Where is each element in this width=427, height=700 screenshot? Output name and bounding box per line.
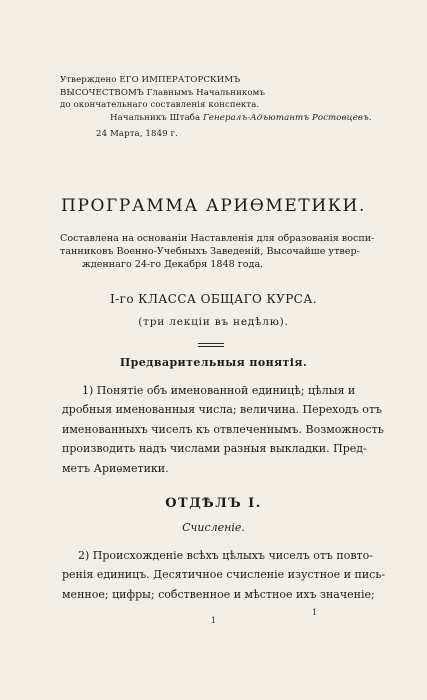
paragraph-1 bbox=[62, 381, 384, 478]
paragraph-2 bbox=[62, 546, 386, 604]
divider bbox=[198, 346, 224, 347]
prelim-heading: Предварительныя понятія. bbox=[119, 356, 308, 369]
approval-line: Утверждено ЕГО ИМПЕРАТОРСКИМЪ bbox=[60, 75, 241, 85]
signature-mark: 1 bbox=[312, 608, 318, 617]
section-heading: ОТДѢЛЪ I. bbox=[165, 496, 262, 511]
class-heading: I-го КЛАССА ОБЩАГО КУРСА. bbox=[110, 292, 317, 306]
subtitle bbox=[60, 232, 380, 271]
lectures-note: (три лекціи въ недѣлю). bbox=[138, 316, 289, 328]
subtitle-line: танниковъ Военно-Учебныхъ Заведеній, Высочайше утвер- bbox=[60, 246, 360, 257]
page-number: 1 bbox=[210, 616, 217, 625]
paragraph-line: метъ Ариѳметики. bbox=[62, 461, 169, 475]
paragraph-line: именованныхъ чиселъ къ отвлеченнымъ. Возможность bbox=[62, 422, 384, 436]
section-subheading: Счисленіе. bbox=[182, 521, 245, 534]
approval-signer-name: Генералъ-Адъютантъ Ростовцевъ. bbox=[203, 112, 372, 123]
approval-line: до окончательнаго составленія конспекта. bbox=[60, 100, 260, 111]
approval-date: 24 Марта, 1849 г. bbox=[96, 129, 178, 140]
page-title: ПРОГРАММА АРИѲМЕТИКИ. bbox=[61, 196, 366, 216]
paragraph-line: 1) Понятіе объ именованной единицѣ; цѣлыя и bbox=[82, 384, 356, 397]
approval-note bbox=[60, 74, 372, 141]
paragraph-line: ренія единицъ. Десятичное счисленіе изустное и пись- bbox=[62, 568, 386, 582]
paragraph-line: менное; цифры; собственное и мѣстное ихъ значеніе; bbox=[62, 587, 375, 601]
approval-line: ВЫСОЧЕСТВОМЪ Главнымъ Начальникомъ bbox=[60, 87, 266, 98]
approval-signer-title: Начальникъ Штаба bbox=[110, 112, 204, 123]
divider bbox=[198, 343, 224, 344]
subtitle-line: Составлена на основаніи Наставленія для образованія воспи- bbox=[60, 233, 375, 244]
subtitle-line: жденнаго 24-го Декабря 1848 года. bbox=[82, 259, 264, 270]
paragraph-line: 2) Происхожденіе всѣхъ цѣлыхъ чиселъ отъ повто- bbox=[78, 549, 373, 562]
paragraph-line: производить надъ числами разныя выкладки. Пред- bbox=[62, 442, 367, 456]
paragraph-line: дробныя именованныя числа; величина. Переходъ отъ bbox=[62, 403, 383, 417]
approval-line bbox=[60, 112, 372, 125]
